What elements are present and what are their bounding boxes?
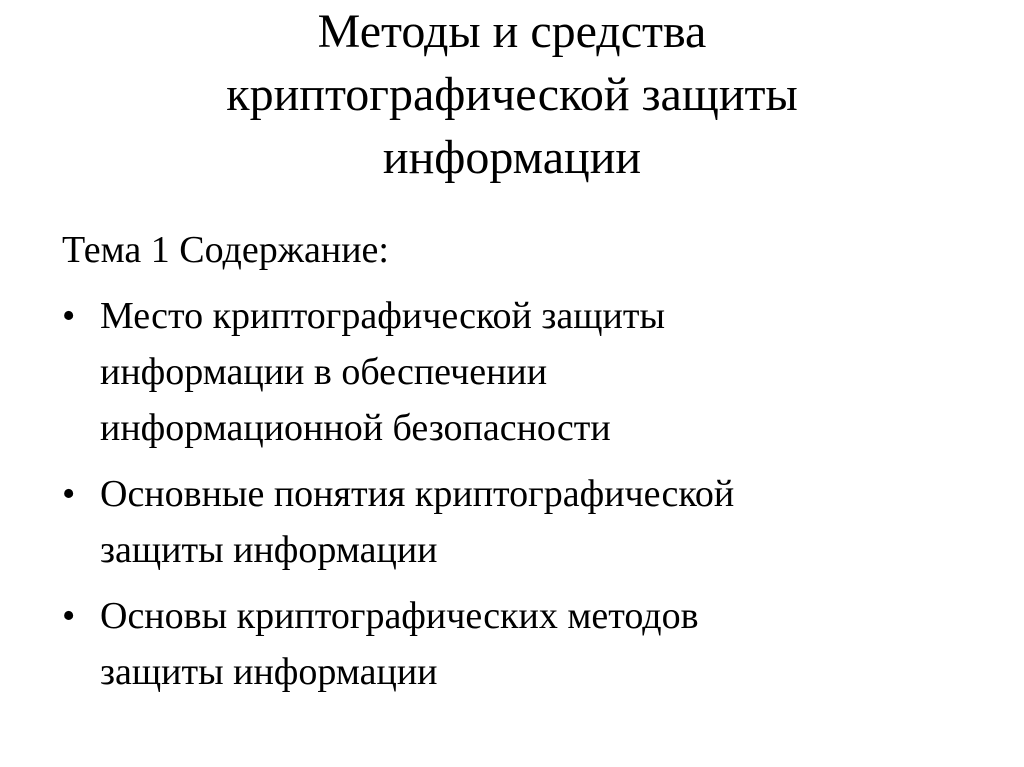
bullet-dot-icon: • [62, 473, 76, 515]
bullet-line: защиты информации [100, 529, 438, 571]
title-line: Методы и средства [317, 5, 707, 58]
slide-title [112, 0, 912, 189]
title-line: информации [382, 131, 642, 184]
bullet-line: Основные понятия криптографической [100, 473, 735, 515]
bullet-line: информации в обеспечении [100, 351, 548, 393]
bullet-line: информационной безопасности [100, 407, 611, 449]
title-line: криптографической защиты [226, 68, 798, 121]
bullet-dot-icon: • [62, 295, 76, 337]
bullet-item [62, 288, 962, 456]
bullet-line: Место криптографической защиты [100, 295, 665, 337]
bullet-line: Основы криптографических методов [100, 595, 699, 637]
bullet-line: защиты информации [100, 651, 438, 693]
bullet-text [100, 588, 962, 700]
bullet-text [100, 288, 962, 456]
bullet-dot-icon: • [62, 595, 76, 637]
slide-body [62, 222, 962, 700]
bullet-list [62, 288, 962, 700]
bullet-item [62, 588, 962, 700]
topic-heading: Тема 1 Содержание: [62, 229, 389, 271]
bullet-text [100, 466, 962, 578]
bullet-item [62, 466, 962, 578]
